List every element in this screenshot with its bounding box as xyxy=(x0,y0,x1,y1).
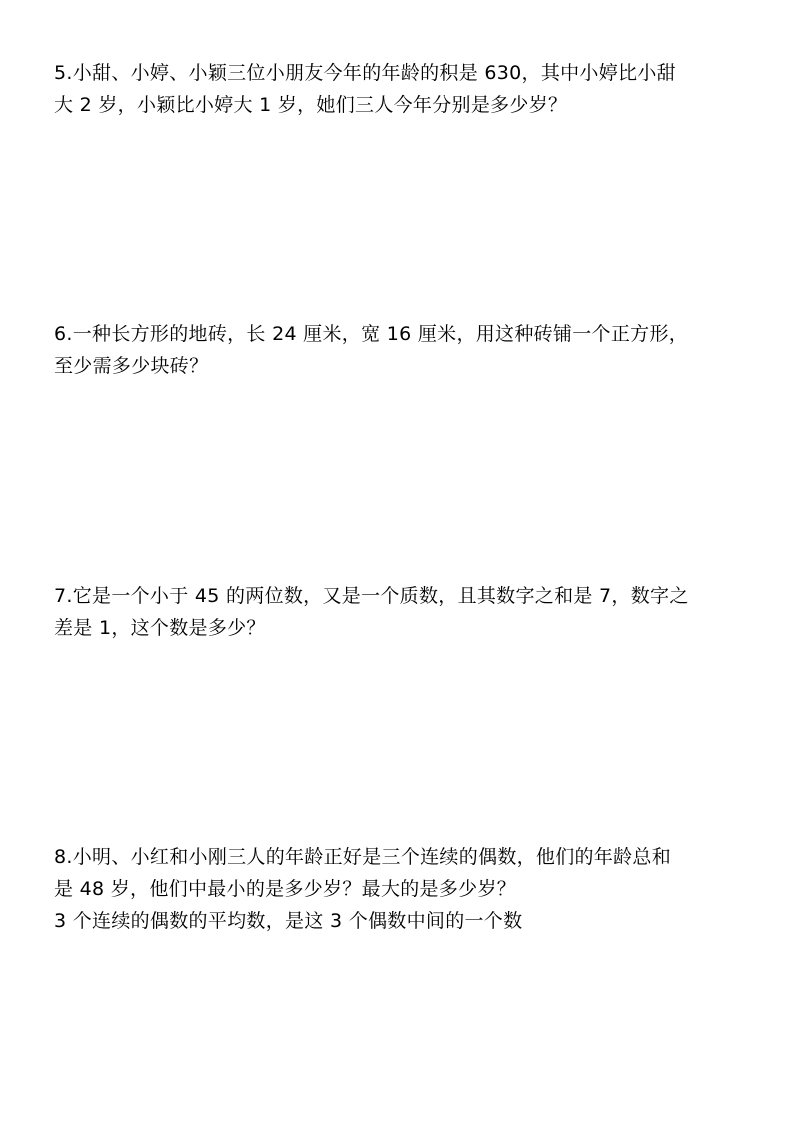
problem-8-line-1: 8.小明、小红和小刚三人的年龄正好是三个连续的偶数，他们的年龄总和 xyxy=(54,846,672,868)
problem-5-line-2: 大 2 岁，小颖比小婷大 1 岁，她们三人今年分别是多少岁？ xyxy=(54,94,568,116)
problem-8-line-2: 是 48 岁，他们中最小的是多少岁？最大的是多少岁？ xyxy=(54,878,517,900)
problem-6-line-2: 至少需多少块砖？ xyxy=(54,355,209,377)
problem-6 xyxy=(54,318,744,382)
problem-5-line-1: 5.小甜、小婷、小颖三位小朋友今年的年龄的积是 630，其中小婷比小甜 xyxy=(54,62,676,84)
problem-5 xyxy=(54,57,744,121)
problem-7-line-1: 7.它是一个小于 45 的两位数，又是一个质数，且其数字之和是 7，数字之 xyxy=(54,585,689,607)
problem-8-hint: 3 个连续的偶数的平均数，是这 3 个偶数中间的一个数 xyxy=(54,910,523,932)
problem-7-line-2: 差是 1，这个数是多少？ xyxy=(54,617,266,639)
problem-7 xyxy=(54,580,744,644)
problem-6-line-1: 6.一种长方形的地砖，长 24 厘米，宽 16 厘米，用这种砖铺一个正方形， xyxy=(54,323,689,345)
problem-8 xyxy=(54,841,744,937)
